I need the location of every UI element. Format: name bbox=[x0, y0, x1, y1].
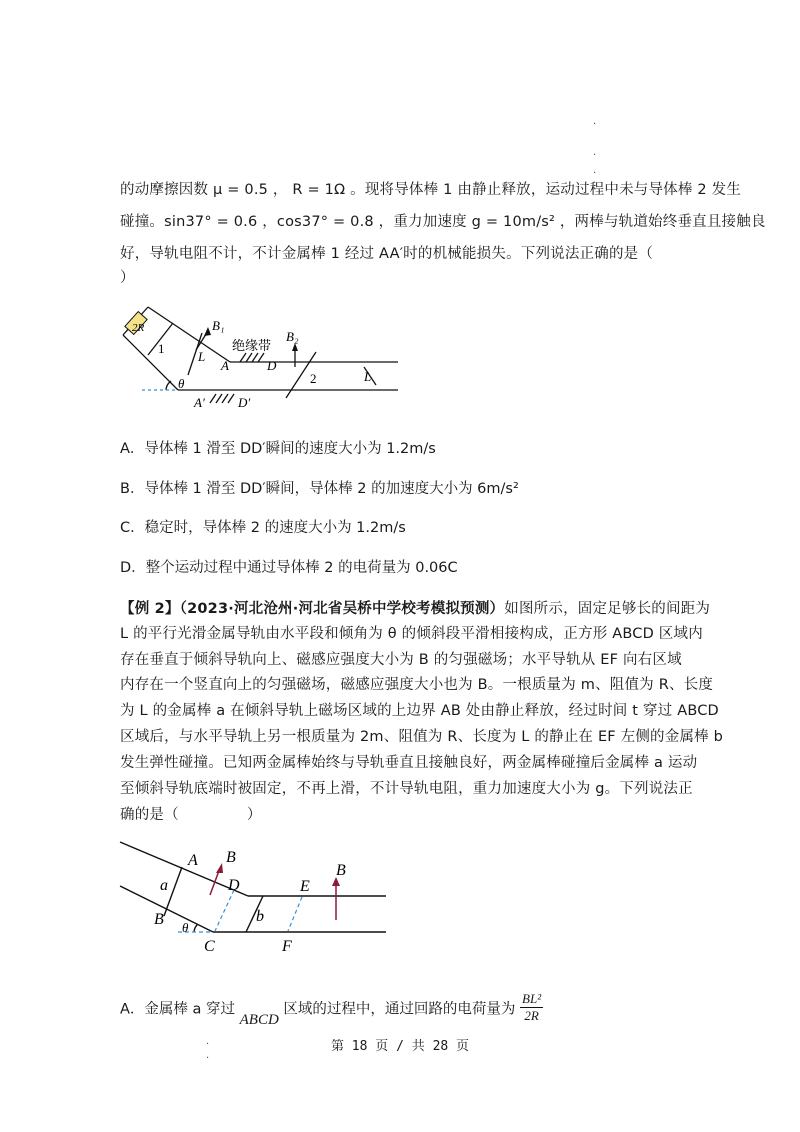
q2-option-a-region: ABCD bbox=[239, 1011, 279, 1028]
q2-rod-a: a bbox=[160, 877, 168, 894]
margin-mark: . bbox=[593, 147, 597, 158]
q1-option-c: C．稳定时，导体棒 2 的速度大小为 1.2m/s bbox=[120, 520, 406, 536]
a-label: A bbox=[221, 358, 229, 373]
q1-diagram bbox=[118, 295, 408, 415]
belt-label: 绝缘带 bbox=[232, 339, 272, 354]
q2-line-4: 内存在一个竖直向上的匀强磁场，磁感应强度大小也为 B。一根质量为 m、阻值为 R、长度 bbox=[120, 677, 714, 693]
q2-line-2: L 的平行光滑金属导轨由水平段和倾角为 θ 的倾斜段平滑相接构成，正方形 ABCD 区域内 bbox=[120, 626, 703, 642]
q2-line-3: 存在垂直于倾斜导轨向上、磁感应强度大小为 B 的匀强磁场；水平导轨从 EF 向右区域 bbox=[120, 652, 682, 668]
l1-label: L bbox=[198, 349, 206, 364]
q2-option-a-mid: 区域的过程中，通过回路的电荷量为 bbox=[283, 1001, 516, 1018]
d-prime-label: D′ bbox=[238, 395, 251, 410]
margin-mark: . bbox=[593, 116, 597, 127]
q1-line-4: ） bbox=[120, 270, 135, 286]
q2-line-5: 为 L 的金属棒 a 在倾斜导轨上磁场区域的上边界 AB 处由静止释放，经过时间 t 穿过 ABCD bbox=[120, 703, 719, 719]
q2-line-8: 至倾斜导轨底端时被固定，不再上滑，不计导轨电阻，重力加速度大小为 g。下列说法正 bbox=[120, 781, 693, 797]
q1-line-2: 碰撞。sin37° = 0.6 ，cos37° = 0.8 ，重力加速度 g = 10m/s² ，两棒与轨道始终垂直且接触良 bbox=[120, 214, 766, 230]
q2-field-b2: B bbox=[336, 862, 346, 879]
footer-mark: . bbox=[206, 1036, 210, 1047]
a-prime-label: A′ bbox=[194, 395, 205, 410]
resistor-label: 2R bbox=[132, 322, 145, 334]
q2-fraction-num: BL² bbox=[522, 991, 542, 1006]
q2-theta: θ bbox=[182, 920, 189, 935]
q1-option-d: D．整个运动过程中通过导体棒 2 的电荷量为 0.06C bbox=[120, 560, 458, 576]
q2-diagram bbox=[118, 840, 398, 960]
q2-point-f: F bbox=[282, 938, 292, 955]
q2-source: （2023·河北沧州·河北省吴桥中学校考模拟预测） bbox=[179, 601, 505, 617]
q2-text-1: 如图所示，固定足够长的间距为 bbox=[504, 601, 711, 617]
b2-label: B₂ bbox=[286, 329, 299, 344]
d-label: D bbox=[267, 358, 277, 373]
q2-fraction bbox=[520, 991, 543, 1024]
q2-point-b: B bbox=[154, 911, 164, 928]
q1-line-1: 的动摩擦因数 μ = 0.5 ， R = 1Ω 。现将导体棒 1 由静止释放，运动过程中未与导体棒 2 发生 bbox=[120, 182, 742, 198]
q2-option-a bbox=[120, 993, 543, 1026]
q2-tag: 【例 2】 bbox=[120, 601, 180, 617]
q2-close: ） bbox=[246, 807, 262, 823]
l2-label: L bbox=[364, 369, 372, 384]
footer-mark: . bbox=[206, 1050, 210, 1061]
q2-line-1 bbox=[120, 597, 710, 618]
q2-line-9 bbox=[120, 803, 262, 824]
q2-line-7: 发生弹性碰撞。已知两金属棒始终与导轨垂直且接触良好，两金属棒碰撞后金属棒 a 运动 bbox=[120, 755, 698, 771]
rod2-label: 2 bbox=[310, 371, 317, 386]
theta-label: θ bbox=[178, 376, 185, 391]
margin-mark: . bbox=[593, 165, 597, 176]
rod1-label: 1 bbox=[158, 341, 165, 356]
q2-point-c: C bbox=[204, 938, 215, 955]
q2-field-b1: B bbox=[226, 849, 236, 866]
b1-label: B₁ bbox=[212, 318, 225, 333]
q2-point-e: E bbox=[300, 878, 310, 895]
q2-rod-b: b bbox=[256, 908, 264, 925]
q2-fraction-den: 2R bbox=[524, 1008, 539, 1023]
q1-line-3: 好，导轨电阻不计，不计金属棒 1 经过 AA′时的机械能损失。下列说法正确的是（ bbox=[120, 246, 654, 262]
q1-option-b: B．导体棒 1 滑至 DD′瞬间，导体棒 2 的加速度大小为 6m/s² bbox=[120, 481, 519, 497]
q1-option-a: A．导体棒 1 滑至 DD′瞬间的速度大小为 1.2m/s bbox=[120, 441, 436, 457]
q2-point-a: A bbox=[188, 852, 198, 869]
q2-text-9: 确的是（ bbox=[120, 807, 179, 823]
q2-point-d: D bbox=[228, 877, 240, 894]
page-footer: 第 18 页 / 共 28 页 bbox=[330, 1039, 470, 1054]
q2-line-6: 区域后，与水平导轨上另一根质量为 2m、阻值为 R、长度为 L 的静止在 EF 左侧的金属棒 b bbox=[120, 729, 724, 745]
q2-option-a-prefix: A．金属棒 a 穿过 bbox=[120, 1001, 236, 1018]
